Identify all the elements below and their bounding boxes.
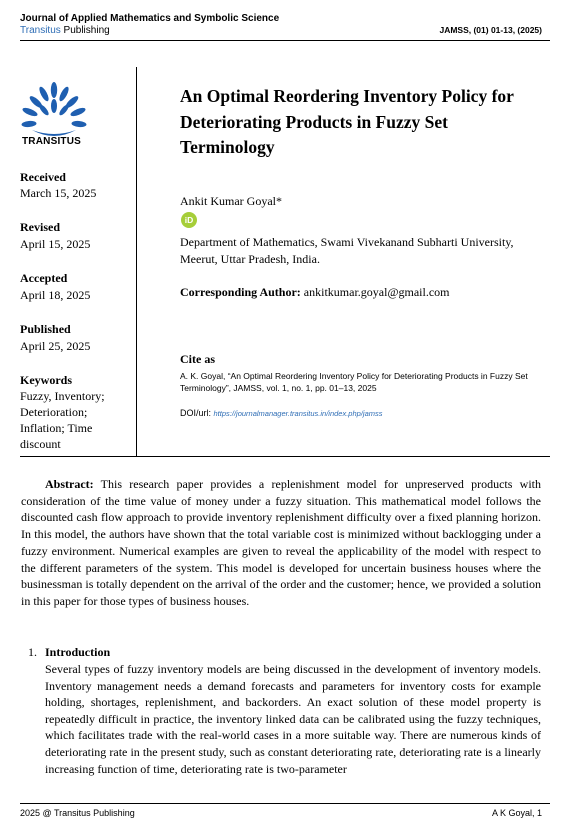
corresponding-email[interactable]: ankitkumar.goyal@gmail.com [300, 285, 450, 299]
revised-label: Revised [20, 220, 60, 234]
column-divider [136, 67, 137, 457]
accepted-label: Accepted [20, 271, 68, 285]
footer-copyright: 2025 @ Transitus Publishing [20, 808, 135, 818]
doi-line [180, 408, 383, 418]
citation-text: A. K. Goyal, “An Optimal Reordering Inventory Policy for Deteriorating Products in Fuzzy Set Terminology”, JAMSS, vol. 1, no. 1, pp. 01–13, 2025 [180, 371, 528, 393]
keywords-list: Fuzzy, Inventory; Deterioration; Inflation; Time discount [20, 389, 105, 451]
abstract [21, 476, 541, 610]
doi-link[interactable]: https://journalmanager.transitus.in/index.php/jamss [213, 409, 383, 418]
cite-heading: Cite as [180, 352, 215, 366]
introduction-text: Several types of fuzzy inventory models are being discussed in the development of inventory models. Inventory management needs a demand forecasts and parameters for inventory costs for example holding, shortages, replenishment, and backorders. An exact solution of these model property is repeatedly difficult in practice, the inventory linked data can be calibrated using the fuzzy techniques, which facilitates trade with the real-world cases in a more suitable way. There are numerous kinds of deteriorating rate in the present study, such as constant deteriorating rate, deteriorating rate is a linearly increasing function of time, deteriorating rate is two-parameter [45, 662, 541, 776]
corresponding-label: Corresponding Author: [180, 285, 301, 299]
publisher-line [20, 25, 110, 36]
revised-date: April 15, 2025 [20, 237, 91, 251]
accepted-date: April 18, 2025 [20, 288, 91, 302]
author-name: Ankit Kumar Goyal* [180, 194, 282, 208]
footer-divider [20, 803, 550, 804]
received-date: March 15, 2025 [20, 186, 97, 200]
publisher-rest: Publishing [60, 25, 110, 36]
section-divider [20, 456, 550, 457]
header-divider [20, 40, 550, 41]
doi-label: DOI/url: [180, 408, 214, 418]
published-label: Published [20, 322, 71, 336]
published-date: April 25, 2025 [20, 339, 91, 353]
journal-title: Journal of Applied Mathematics and Symbolic Science [20, 13, 280, 24]
issue-info: JAMSS, (01) 01-13, (2025) [439, 25, 542, 35]
keywords-label: Keywords [20, 373, 72, 387]
page-number: A K Goyal, 1 [491, 808, 542, 818]
svg-text:iD: iD [184, 215, 194, 226]
section-number: 1. [28, 645, 37, 659]
abstract-label: Abstract: [45, 477, 94, 491]
received-label: Received [20, 170, 66, 184]
orcid-icon[interactable] [181, 212, 197, 228]
corresponding-author [180, 285, 449, 300]
paper-title: An Optimal Reordering Inventory Policy for Deteriorating Products in Fuzzy Set Terminology [180, 86, 514, 157]
publisher-accent: Transitus [20, 25, 61, 36]
abstract-text: This research paper provides a replenishment model for unpreserved products with consideration of the time value of money under a fuzzy situation. This mathematical model follows the discounted cash flow approach to provide inventory replenishment difficulty over a fixed planning horizon. In this model, the authors have shown that the total variable cost is minimized without backlogging under a fuzzy environment. Numerical examples are given to reveal the applicability of the model with respect to the different parameters of the system. This model is developed for uncertain business houses where the businessman is totally dependent on the arrival of the order and the customer; hence, we provided a solution in this paper for those types of business houses. [21, 477, 541, 608]
section-heading: Introduction [45, 645, 111, 659]
affiliation: Department of Mathematics, Swami Vivekanand Subharti University, Meerut, Uttar Pradesh, India. [180, 235, 514, 266]
logo-text: TRANSITUS [22, 136, 82, 147]
